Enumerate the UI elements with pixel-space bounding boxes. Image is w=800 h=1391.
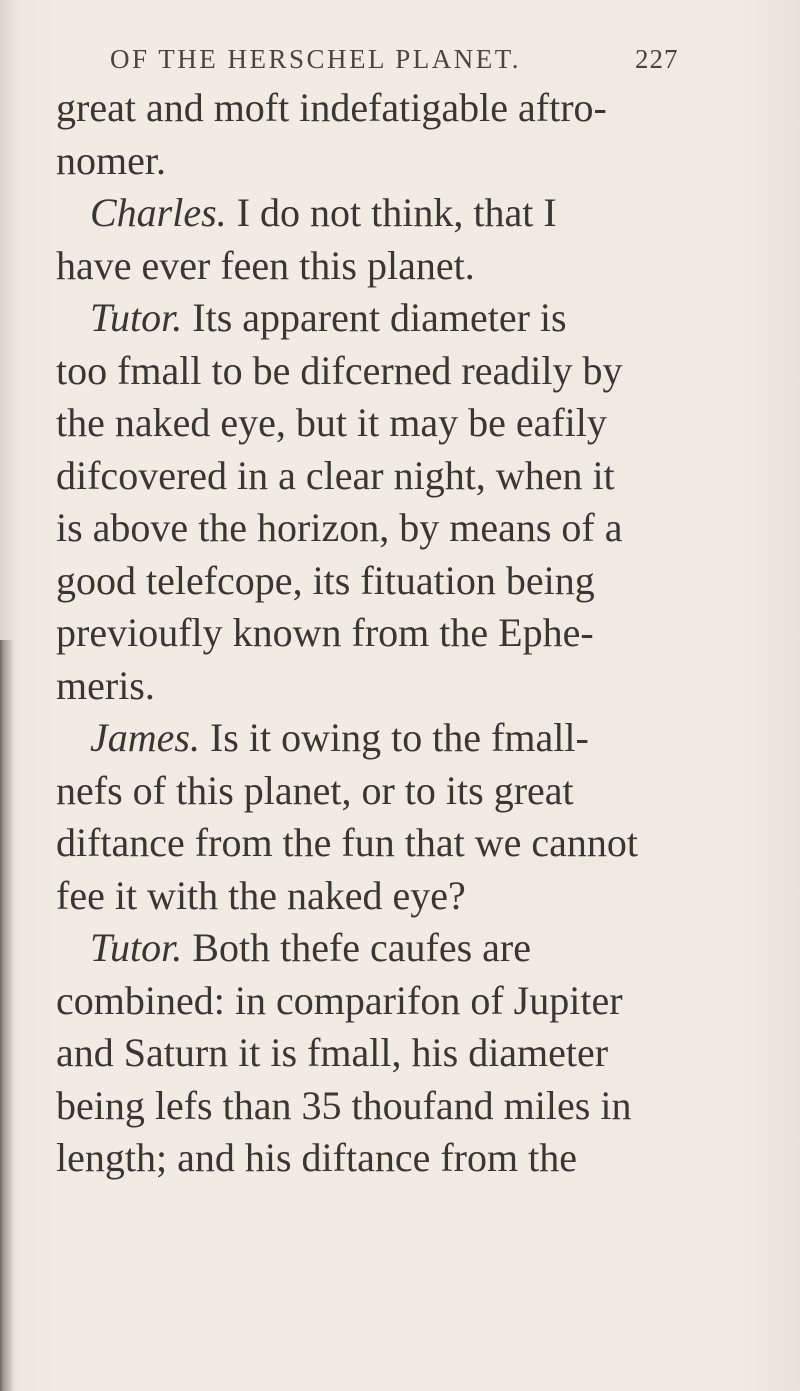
body-text bbox=[56, 82, 756, 1185]
running-head-title: OF THE HERSCHEL PLANET. bbox=[110, 44, 522, 74]
speaker-name: Charles. bbox=[90, 190, 227, 235]
text-line: James. Is it owing to the fmall- bbox=[90, 715, 589, 760]
text-line: nefs of this planet, or to its great bbox=[56, 767, 574, 813]
text-line: length; and his diftance from the bbox=[56, 1135, 577, 1180]
text-line: fee it with the naked eye? bbox=[56, 872, 466, 918]
text-line: diftance from the fun that we cannot bbox=[56, 820, 638, 865]
text-line: great and moft indefatigable aftro- bbox=[56, 85, 607, 130]
running-head bbox=[110, 44, 730, 75]
text-line: good telefcope, its fituation being bbox=[56, 557, 595, 603]
speaker-name: Tutor. bbox=[90, 295, 183, 340]
text-line: Tutor. Both thefe caufes are bbox=[90, 925, 532, 970]
text-line: combined: in comparifon of Jupiter bbox=[56, 977, 623, 1023]
text-line: nomer. bbox=[56, 137, 166, 183]
gutter-shadow bbox=[0, 640, 14, 1391]
text-line: is above the horizon, by means of a bbox=[56, 505, 623, 550]
text-line: Charles. I do not think, that I bbox=[90, 190, 557, 235]
text-line: have ever feen this planet. bbox=[56, 242, 475, 288]
page-number: 227 bbox=[635, 44, 679, 74]
text-line: being lefs than 35 thoufand miles in bbox=[56, 1082, 632, 1128]
text-line: Tutor. Its apparent diameter is bbox=[90, 295, 567, 340]
text-line: too fmall to be difcerned readily by bbox=[56, 347, 623, 393]
speaker-name: James. bbox=[90, 715, 200, 760]
text-line: meris. bbox=[56, 662, 155, 708]
text-line: difcovered in a clear night, when it bbox=[56, 452, 615, 498]
text-line: and Saturn it is fmall, his diameter bbox=[56, 1030, 609, 1075]
text-line: previoufly known from the Ephe- bbox=[56, 610, 594, 655]
speaker-name: Tutor. bbox=[90, 925, 183, 970]
text-line: the naked eye, but it may be eafily bbox=[56, 400, 607, 445]
